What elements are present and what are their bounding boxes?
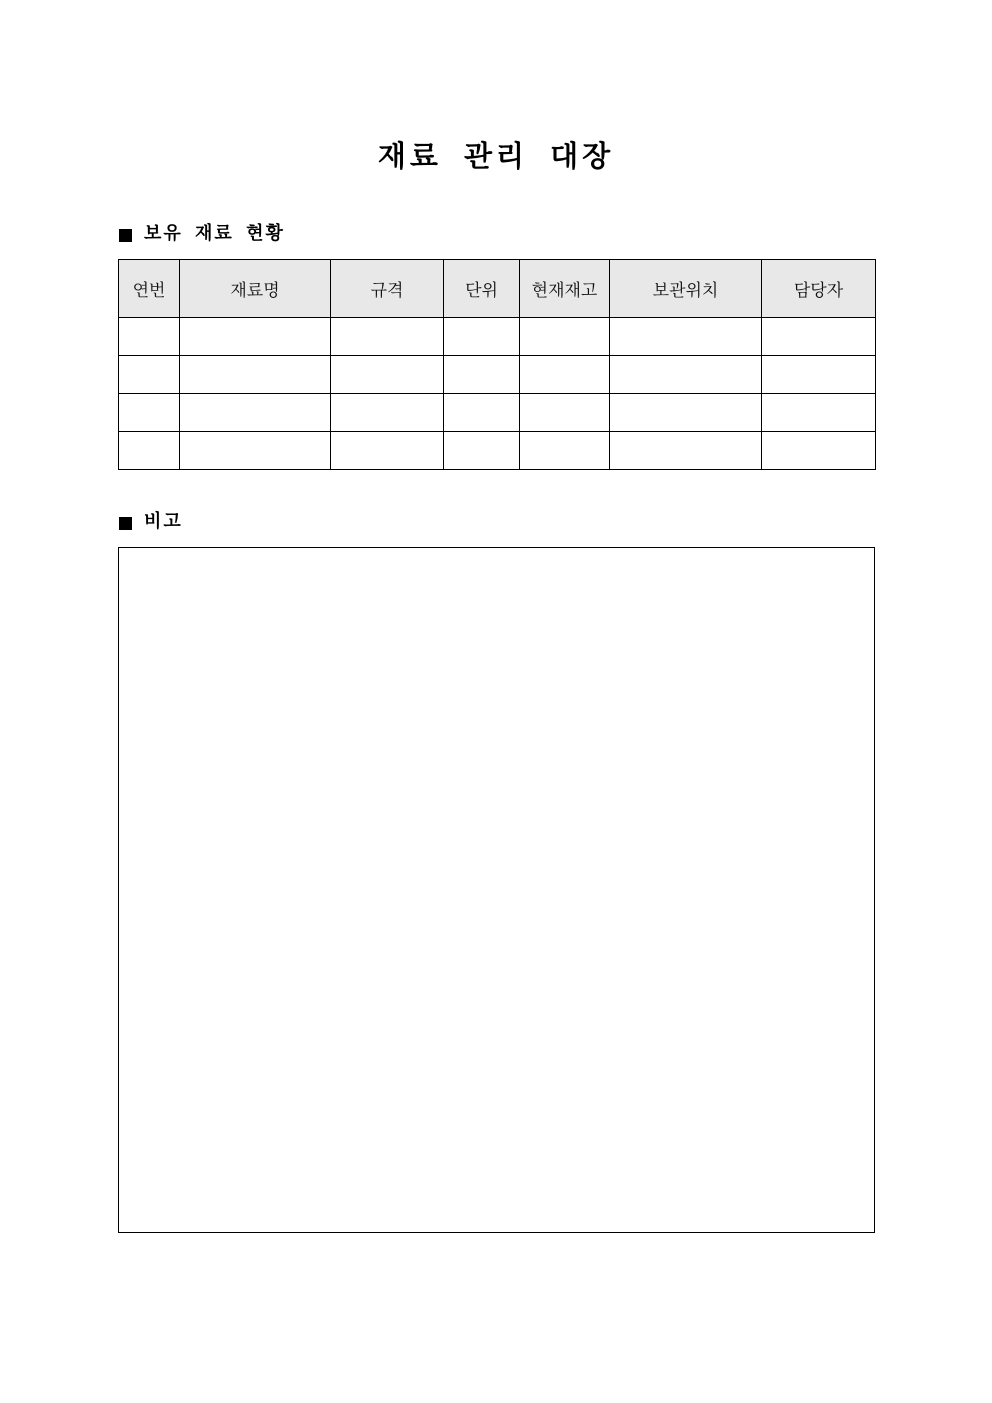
square-bullet-icon <box>119 229 132 242</box>
column-header-number: 연번 <box>119 260 180 318</box>
table-cell[interactable] <box>610 394 762 432</box>
column-header-storage-location: 보관위치 <box>610 260 762 318</box>
table-cell[interactable] <box>119 432 180 470</box>
inventory-table <box>118 259 876 470</box>
column-header-material-name: 재료명 <box>180 260 331 318</box>
table-row <box>119 432 876 470</box>
table-cell[interactable] <box>180 394 331 432</box>
table-cell[interactable] <box>762 318 876 356</box>
column-header-unit: 단위 <box>444 260 520 318</box>
table-cell[interactable] <box>331 432 444 470</box>
column-header-manager: 담당자 <box>762 260 876 318</box>
page-title: 재료 관리 대장 <box>377 139 615 173</box>
table-cell[interactable] <box>331 318 444 356</box>
table-cell[interactable] <box>762 356 876 394</box>
remarks-box[interactable] <box>118 547 875 1233</box>
table-cell[interactable] <box>762 432 876 470</box>
table-cell[interactable] <box>331 356 444 394</box>
table-row <box>119 318 876 356</box>
table-cell[interactable] <box>444 432 520 470</box>
table-header-row <box>119 260 876 318</box>
table-cell[interactable] <box>331 394 444 432</box>
square-bullet-icon <box>119 517 132 530</box>
table-cell[interactable] <box>180 356 331 394</box>
table-cell[interactable] <box>610 432 762 470</box>
table-cell[interactable] <box>180 318 331 356</box>
table-cell[interactable] <box>119 318 180 356</box>
table-cell[interactable] <box>610 318 762 356</box>
table-cell[interactable] <box>180 432 331 470</box>
table-cell[interactable] <box>444 394 520 432</box>
table-cell[interactable] <box>520 356 610 394</box>
remarks-heading-text: 비고 <box>144 511 183 532</box>
table-cell[interactable] <box>119 356 180 394</box>
table-cell[interactable] <box>610 356 762 394</box>
table-cell[interactable] <box>444 356 520 394</box>
table-cell[interactable] <box>520 394 610 432</box>
inventory-heading-text: 보유 재료 현황 <box>144 223 285 244</box>
table-cell[interactable] <box>762 394 876 432</box>
column-header-current-stock: 현재재고 <box>520 260 610 318</box>
remarks-section-heading <box>119 510 183 534</box>
table-cell[interactable] <box>119 394 180 432</box>
table-cell[interactable] <box>444 318 520 356</box>
inventory-section-heading <box>119 222 285 246</box>
column-header-spec: 규격 <box>331 260 444 318</box>
table-cell[interactable] <box>520 432 610 470</box>
table-row <box>119 394 876 432</box>
table-row <box>119 356 876 394</box>
table-cell[interactable] <box>520 318 610 356</box>
